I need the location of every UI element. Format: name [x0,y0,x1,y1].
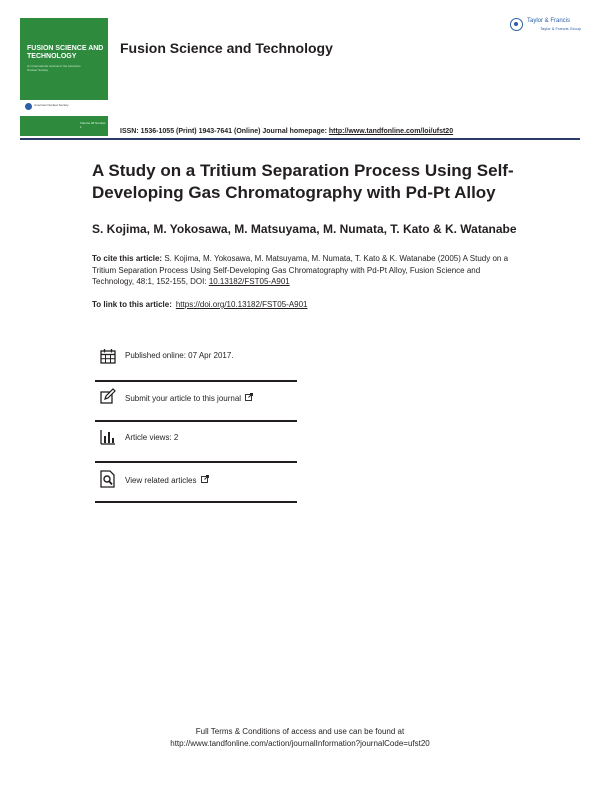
meta-divider [95,501,297,503]
edit-icon [100,388,116,404]
meta-divider [95,380,297,382]
footer-terms-link[interactable]: http://www.tandfonline.com/action/journalInformation?journalCode=ufst20 [170,739,430,748]
cover-title: FUSION SCIENCE AND TECHNOLOGY [27,45,104,60]
external-link-icon [245,393,253,401]
published-online-row [95,346,297,368]
meta-divider [95,420,297,422]
external-link-icon [201,475,209,483]
citation-block [92,253,510,288]
article-doi-link[interactable]: https://doi.org/10.13182/FST05-A901 [175,300,308,309]
journal-cover-image [20,18,108,136]
footer [0,726,600,750]
calendar-icon [100,348,116,364]
cover-issue: Volume 48 Number 1 [80,121,106,129]
taylor-francis-logo [510,17,590,37]
header-divider [20,138,580,140]
article-views-row [95,427,297,449]
article-title: A Study on a Tritium Separation Process Using Self-Developing Gas Chromatography with Pd-Pt Alloy [92,161,514,202]
related-articles-row[interactable] [95,468,297,492]
citation-doi-link[interactable]: 10.13182/FST05-A901 [208,277,290,286]
article-link-line [92,300,308,309]
journal-name: Fusion Science and Technology [120,40,333,56]
footer-terms-text: Full Terms & Conditions of access and use can be found at [195,727,405,736]
submit-article-row[interactable] [95,386,297,408]
taylor-francis-logo-icon [510,18,523,31]
article-views-text: Article views: 2 [125,433,179,442]
publisher-group: Taylor & Francis Group [540,26,581,31]
citation-label: To cite this article: [92,254,163,263]
submit-article-link[interactable] [125,393,253,403]
journal-homepage-link[interactable]: http://www.tandfonline.com/loi/ufst20 [328,128,454,135]
document-search-icon [100,470,116,488]
submit-article-text: Submit your article to this journal [125,394,242,403]
meta-divider [95,461,297,463]
related-articles-text: View related articles [125,476,197,485]
issn-text: ISSN: 1536-1055 (Print) 1943-7641 (Online) Journal homepage: [120,128,329,135]
article-authors: S. Kojima, M. Yokosawa, M. Matsuyama, M. Numata, T. Kato & K. Watanabe [92,222,517,236]
publisher-name: Taylor & Francis [527,18,571,24]
published-online-text: Published online: 07 Apr 2017. [125,351,234,360]
ans-logo-icon [25,103,32,110]
link-label: To link to this article: [92,300,172,309]
cover-subtitle: An International Journal of the American Nuclear Society [27,64,81,72]
issn-line [120,128,453,135]
citation-text: S. Kojima, M. Yokosawa, M. Matsuyama, M. Numata, T. Kato & K. Watanabe (2005) A Study on a Tritium Separation Process Using Self-Developing Gas Chromatography with Pd-Pt Alloy, Fusion Science and Technology, 48:1, 152-155, DOI: [92,254,509,286]
related-articles-link[interactable] [125,475,209,485]
bar-chart-icon [100,429,116,445]
cover-publisher: American Nuclear Society [34,103,69,107]
